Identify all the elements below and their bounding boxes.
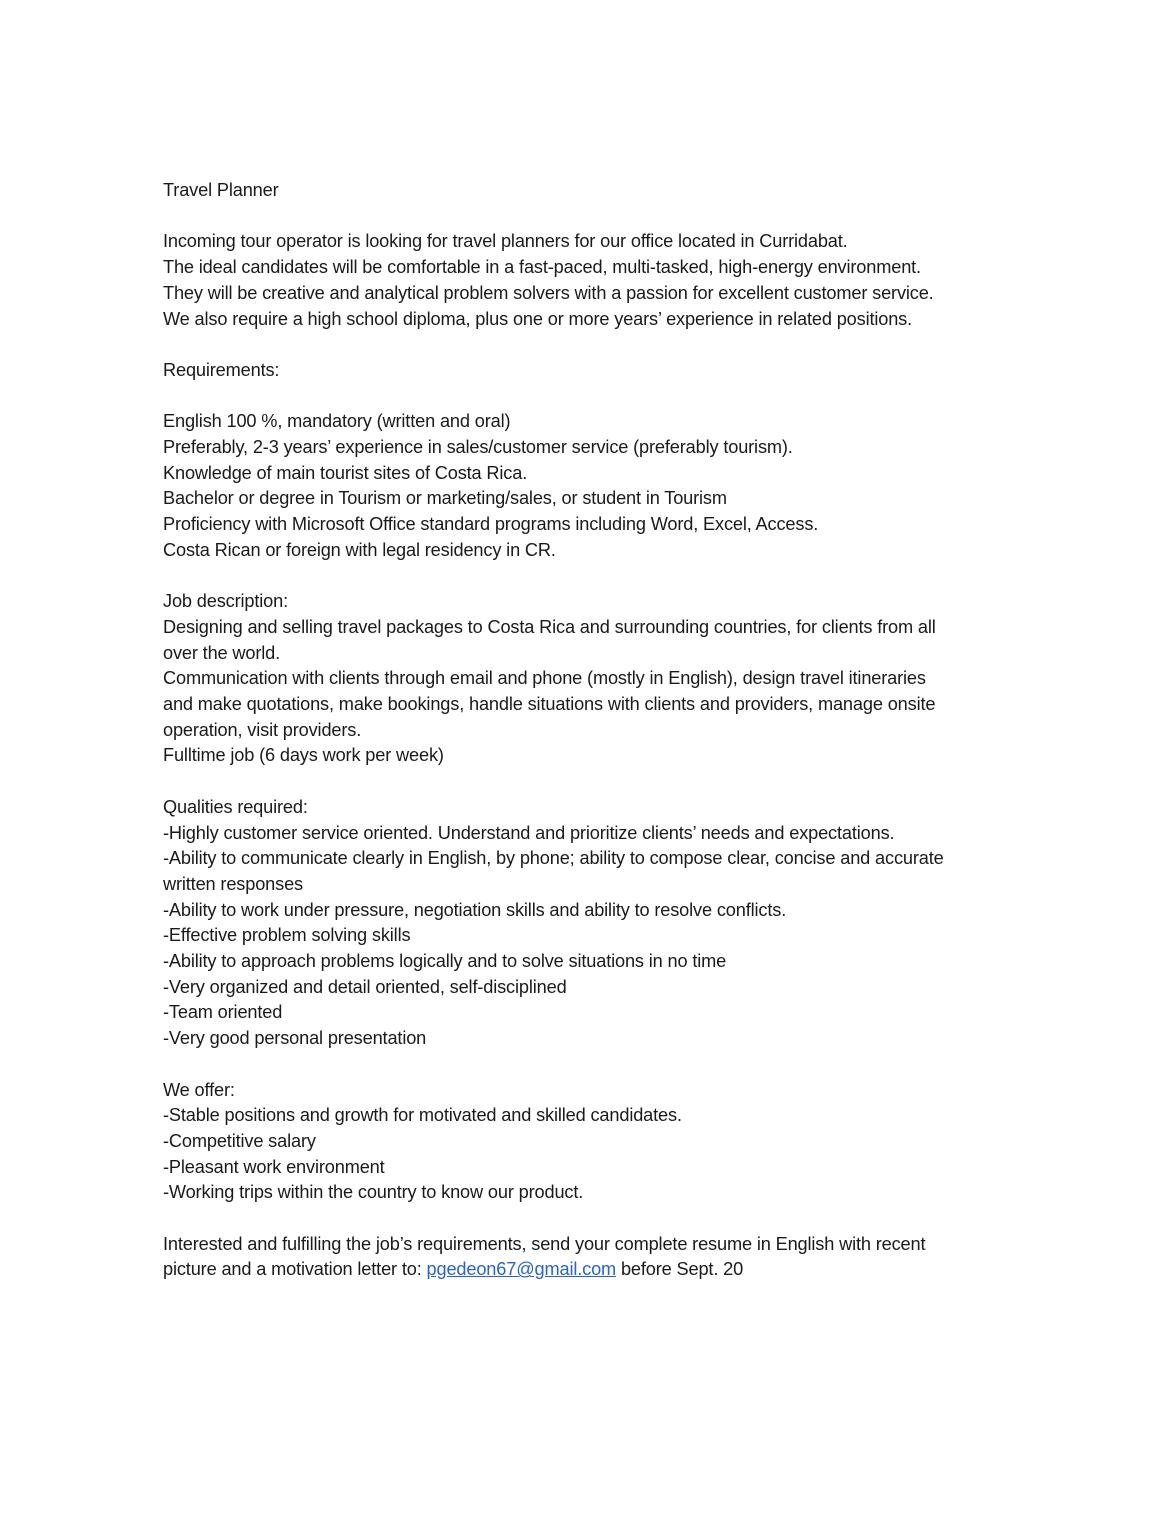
closing-line: Interested and fulfilling the job’s requirements, send your complete resume in English with recent xyxy=(163,1233,926,1254)
closing-suffix: before Sept. 20 xyxy=(616,1259,744,1280)
closing-paragraph xyxy=(163,1232,1023,1283)
job-description-line: Designing and selling travel packages to Costa Rica and surrounding countries, for clients from all xyxy=(163,616,936,637)
offer-item: -Stable positions and growth for motivated and skilled candidates. xyxy=(163,1105,682,1126)
closing-line xyxy=(163,1257,1023,1283)
requirements-heading: Requirements: xyxy=(163,359,280,380)
job-description-heading: Job description: xyxy=(163,591,288,612)
job-description-body xyxy=(163,615,1023,769)
quality-item: -Ability to work under pressure, negotiation skills and ability to resolve conflicts. xyxy=(163,899,787,920)
offer-heading: We offer: xyxy=(163,1079,235,1100)
offer-list xyxy=(163,1103,1023,1206)
requirement-item: Bachelor or degree in Tourism or marketing/sales, or student in Tourism xyxy=(163,488,727,509)
job-description-line: Communication with clients through email and phone (mostly in English), design travel itineraries xyxy=(163,668,926,689)
email-link[interactable]: pgedeon67@gmail.com xyxy=(426,1259,617,1280)
offer-item: -Pleasant work environment xyxy=(163,1156,385,1177)
quality-item: -Very good personal presentation xyxy=(163,1028,427,1049)
job-description-line: operation, visit providers. xyxy=(163,719,362,740)
requirement-item: Preferably, 2-3 years’ experience in sales/customer service (preferably tourism). xyxy=(163,436,793,457)
document-title: Travel Planner xyxy=(163,180,279,200)
requirement-item: Costa Rican or foreign with legal residency in CR. xyxy=(163,539,556,560)
intro-line: They will be creative and analytical problem solvers with a passion for excellent customer service. xyxy=(163,282,934,303)
quality-item: -Team oriented xyxy=(163,1002,283,1023)
quality-item: written responses xyxy=(163,873,303,894)
requirement-item: English 100 %, mandatory (written and oral) xyxy=(163,411,511,432)
quality-item: -Effective problem solving skills xyxy=(163,925,411,946)
qualities-heading: Qualities required: xyxy=(163,796,308,817)
intro-line: The ideal candidates will be comfortable in a fast-paced, multi-tasked, high-energy environment. xyxy=(163,257,921,278)
intro-line: We also require a high school diploma, plus one or more years’ experience in related positions. xyxy=(163,308,913,329)
offer-item: -Working trips within the country to know our product. xyxy=(163,1182,584,1203)
requirement-item: Knowledge of main tourist sites of Costa Rica. xyxy=(163,462,528,483)
qualities-list xyxy=(163,821,1023,1052)
offer-item: -Competitive salary xyxy=(163,1130,316,1151)
job-description-line: over the world. xyxy=(163,642,281,663)
closing-prefix: picture and a motivation letter to: xyxy=(163,1259,427,1280)
quality-item: -Ability to communicate clearly in English, by phone; ability to compose clear, concise and accurate xyxy=(163,848,944,869)
job-description-line: and make quotations, make bookings, handle situations with clients and providers, manage onsite xyxy=(163,694,936,714)
quality-item: -Ability to approach problems logically and to solve situations in no time xyxy=(163,951,727,972)
quality-item: -Very organized and detail oriented, self-disciplined xyxy=(163,976,567,997)
quality-item: -Highly customer service oriented. Understand and prioritize clients’ needs and expectations. xyxy=(163,822,895,843)
intro-paragraph xyxy=(163,229,1023,332)
requirements-list xyxy=(163,409,1023,563)
document-page xyxy=(163,178,1023,1283)
requirement-item: Proficiency with Microsoft Office standard programs including Word, Excel, Access. xyxy=(163,514,819,535)
intro-line: Incoming tour operator is looking for travel planners for our office located in Curridabat. xyxy=(163,231,848,252)
job-description-line: Fulltime job (6 days work per week) xyxy=(163,745,444,766)
